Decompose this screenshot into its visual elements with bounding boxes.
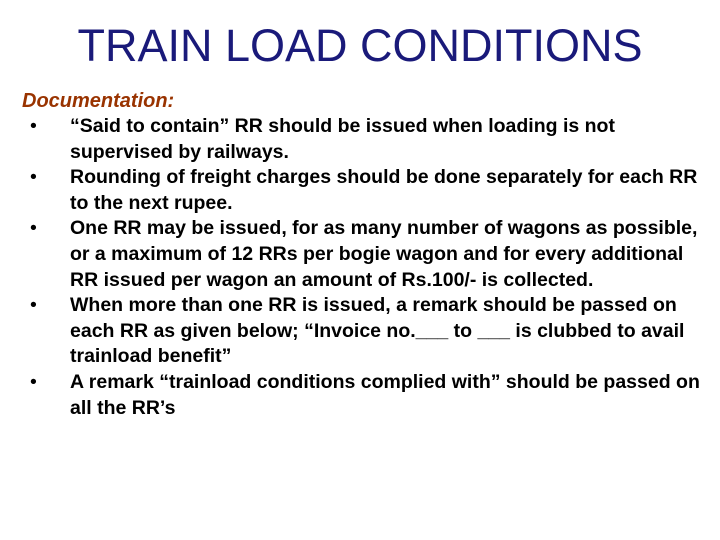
bullet-item <box>22 293 712 370</box>
bullet-text: One RR may be issued, for as many number of wagons as possible, or a maximum of 12 RRs per bogie wagon and for every additional RR issued per wagon an amount of Rs.100/- is collected. <box>70 217 698 291</box>
bullet-icon: • <box>30 370 37 393</box>
bullet-item <box>22 216 712 293</box>
bullet-text: “Said to contain” RR should be issued when loading is not supervised by railways. <box>70 115 615 163</box>
bullet-item <box>22 165 712 216</box>
bullet-icon: • <box>30 217 37 240</box>
slide-title: TRAIN LOAD CONDITIONS <box>77 20 643 71</box>
bullet-text: A remark “trainload conditions complied with” should be passed on all the RR’s <box>70 370 700 419</box>
bullet-list <box>22 114 712 421</box>
bullet-item <box>22 370 712 421</box>
bullet-icon: • <box>30 166 37 189</box>
bullet-item <box>22 114 712 165</box>
section-heading: Documentation: <box>22 90 175 112</box>
bullet-icon: • <box>30 115 37 137</box>
bullet-icon: • <box>30 294 37 317</box>
bullet-text: When more than one RR is issued, a remark should be passed on each RR as given below; “Invoice no.___ to ___ is clubbed to avail trainload benefit” <box>70 294 685 368</box>
bullet-text: Rounding of freight charges should be done separately for each RR to the next rupee. <box>70 166 698 214</box>
